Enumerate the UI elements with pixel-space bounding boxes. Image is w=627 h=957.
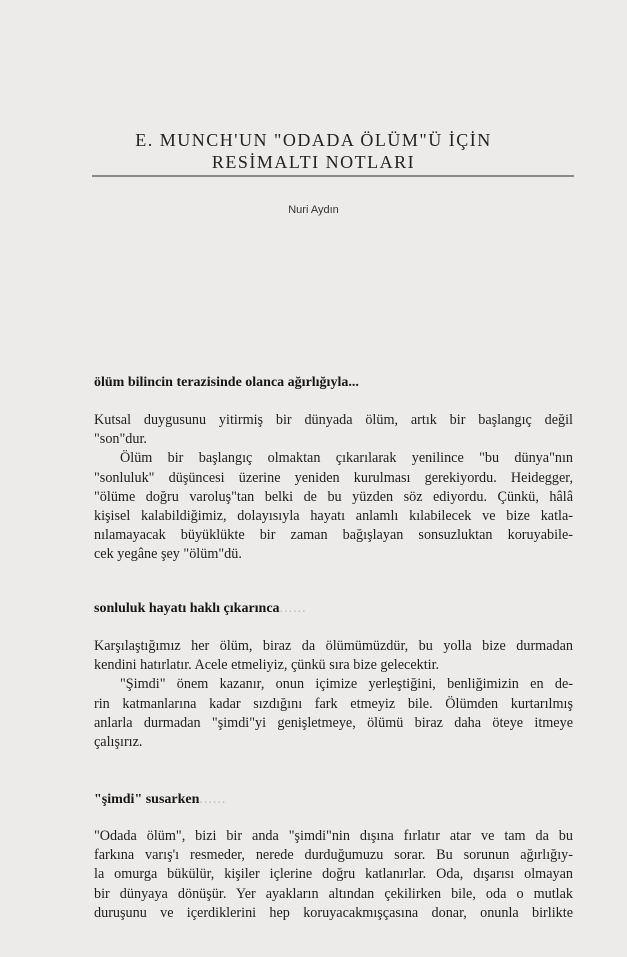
section-heading-3 (94, 792, 226, 808)
text-line: anlarla durmadan "şimdi"yi genişletmeye, ölümü biraz daha öteye itmeye (94, 714, 573, 731)
text-line: "Şimdi" önem kazanır, onun içimize yerleştiğini, benliğimizin en de- (120, 676, 573, 693)
text-line: la omurga bükülür, kişiler içlerine doğru katlanırlar. Oda, dışarısı olmayan (94, 866, 573, 883)
text-line: çalışırız. (94, 734, 143, 751)
text-line: rin katmanlarına kadar sızdığını fark etmeyiz bile. Ölümden kurtarılmış (94, 695, 573, 712)
text-line: cek yegâne şey "ölüm"dü. (94, 546, 242, 563)
article-title-line-1: E. MUNCH'UN "ODADA ÖLÜM"Ü İÇİN (135, 130, 492, 150)
section-heading-text: "şimdi" susarken (94, 792, 200, 807)
section-paragraphs-1 (94, 411, 573, 565)
heading-dots: ...... (199, 792, 227, 807)
text-line: farkına varış'ı resmeder, nerede durduğumuzu sorar. Bu sorunun ağırlığıy- (94, 847, 573, 864)
section-heading-text: sonluluk hayatı haklı çıkarınca (94, 601, 280, 616)
text-line: bir dünyaya dönüşür. Yer ayakların altından çekilirken bile, oda o mutlak (94, 885, 573, 902)
text-line: Kutsal duygusunu yitirmiş bir dünyada ölüm, artık bir başlangıç değil (94, 412, 573, 428)
text-line: "son"dur. (94, 431, 147, 448)
text-line: "ölüme doğru varoluş"tan belki de bu yüzden söz ediyordu. Çünkü, hâlâ (94, 488, 573, 505)
text-line: kendini hatırlatır. Acele etmeliyiz, çünkü sıra bize gelecektir. (94, 657, 440, 674)
section-heading-text: ölüm bilincin terazisinde olanca ağırlığıyla... (94, 375, 359, 390)
text-line: Karşılaştığımız her ölüm, biraz da ölümümüzdür, bu yolla bize durmadan (94, 638, 573, 654)
author-name: Nuri Aydın (288, 204, 339, 216)
section-paragraphs-2 (94, 637, 573, 752)
section-heading-2 (94, 601, 307, 617)
text-line: kişisel kalabildiğimiz, dolayısıyla hayatı anlamlı kılabilecek ve bize katla- (94, 508, 573, 525)
text-line: "sonluluk" düşüncesi üzerine yeniden kurulması gerekiyordu. Heidegger, (94, 469, 573, 486)
text-line: Ölüm bir başlangıç olmaktan çıkarılarak yenilince "bu dünya"nın (120, 450, 573, 467)
text-line: nılamayacak büyüklükte bir zaman bağışlayan sonsuzluktan koruyabile- (94, 527, 573, 544)
section-heading-1 (94, 375, 359, 391)
text-line: duruşunu ve içerdiklerini hep koruyacakmışçasına donar, onunla birlikte (94, 904, 573, 921)
article-title-line-2: RESİMALTI NOTLARI (211, 152, 416, 172)
text-line: "Odada ölüm", bizi bir anda "şimdi"nin dışına fırlatır atar ve tam da bu (94, 828, 573, 844)
heading-dots: ...... (279, 601, 307, 616)
title-divider (92, 175, 574, 177)
section-paragraphs-3 (94, 827, 573, 923)
